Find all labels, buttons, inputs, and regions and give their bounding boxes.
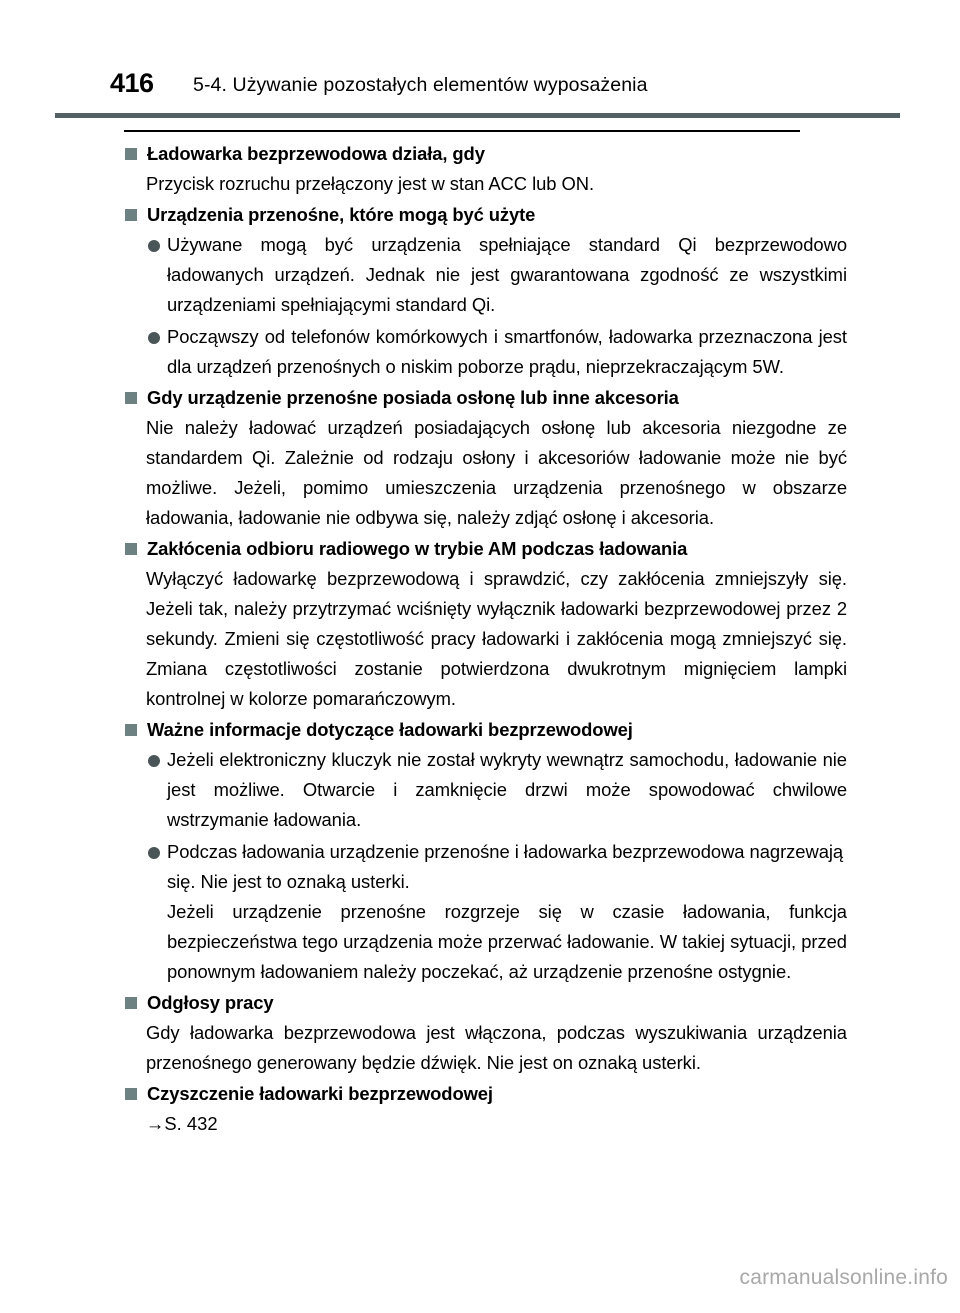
section-heading-label: Ważne informacje dotyczące ładowarki bezprzewodowej — [147, 719, 633, 740]
list-item — [0, 837, 960, 987]
page-content — [0, 138, 960, 1139]
section-heading-label: Czyszczenie ładowarki bezprzewodowej — [147, 1083, 493, 1104]
section-title: 5-4. Używanie pozostałych elementów wyposażenia — [193, 74, 648, 96]
round-bullet-icon — [148, 332, 160, 344]
section-cleaning — [0, 1078, 960, 1139]
section-paragraph: Przycisk rozruchu przełączony jest w stan ACC lub ON. — [146, 173, 595, 194]
square-bullet-icon — [125, 148, 137, 160]
round-bullet-icon — [148, 240, 160, 252]
list-item-label: Używane mogą być urządzenia spełniające standard Qi bezprzewodowo ładowanych urządzeń. Jednak nie jest gwarantowana zgodność ze wszystkimi urządzeniami spełniającymi standard Qi. — [167, 234, 847, 315]
section-paragraph: Gdy ładowarka bezprzewodowa jest włączona, podczas wyszukiwania urządzenia przenośnego generowany będzie dźwięk. Nie jest on oznaką usterki. — [146, 1022, 847, 1073]
page-number: 416 — [110, 68, 154, 98]
arrow-right-icon: → — [146, 1113, 165, 1134]
header-rule-thin — [124, 130, 800, 132]
page-reference-label: S. 432 — [164, 1113, 218, 1134]
section-paragraph: Wyłączyć ładowarkę bezprzewodową i sprawdzić, czy zakłócenia zmniejszyły się. Jeżeli tak, należy przytrzymać wciśnięty wyłącznik ładowarki bezprzewodowej przez 2 sekundy. Zmieni się częstotliwość pracy ładowarki i zakłócenia mogą zmniejszyć się. Zmiana częstotliwości zostanie potwierdzona dwukrotnym mignięciem lampki kontrolnej w kolorze pomarańczowym. — [146, 568, 847, 709]
square-bullet-icon — [125, 1088, 137, 1100]
section-heading — [0, 1078, 960, 1109]
square-bullet-icon — [125, 209, 137, 221]
list-item — [0, 745, 960, 835]
list-item-label-continued: Jeżeli urządzenie przenośne rozgrzeje się w czasie ładowania, funkcja bezpieczeństwa tego urządzenia może przerwać ładowanie. W takiej sytuacji, przed ponownym ładowaniem należy poczekać, aż urządzenie przenośne ostygnie. — [167, 901, 847, 982]
square-bullet-icon — [125, 543, 137, 555]
page-header — [0, 66, 960, 102]
list-item — [0, 230, 960, 320]
section-heading — [0, 714, 960, 745]
section-heading-label: Gdy urządzenie przenośne posiada osłonę lub inne akcesoria — [147, 387, 679, 408]
section-charger-operates — [0, 138, 960, 199]
section-heading — [0, 987, 960, 1018]
square-bullet-icon — [125, 724, 137, 736]
page-reference — [0, 1109, 960, 1139]
list-item-label: Podczas ładowania urządzenie przenośne i ładowarka bezprzewodowa nagrzewają się. Nie jest to oznaką usterki. — [167, 841, 844, 892]
list-item-label: Począwszy od telefonów komórkowych i smartfonów, ładowarka przeznaczona jest dla urządzeń przenośnych o niskim poborze prądu, nieprzekraczającym 5W. — [167, 326, 847, 377]
footer-watermark: carmanualsonline.info — [739, 1266, 948, 1289]
square-bullet-icon — [125, 392, 137, 404]
section-heading-label: Odgłosy pracy — [147, 992, 274, 1013]
square-bullet-icon — [125, 997, 137, 1009]
section-heading-label: Urządzenia przenośne, które mogą być użyte — [147, 204, 536, 225]
section-heading — [0, 199, 960, 230]
section-heading — [0, 382, 960, 413]
section-heading-label: Zakłócenia odbioru radiowego w trybie AM podczas ładowania — [147, 538, 688, 559]
list-item — [0, 322, 960, 382]
section-usable-devices — [0, 199, 960, 382]
section-heading-label: Ładowarka bezprzewodowa działa, gdy — [147, 143, 485, 164]
round-bullet-icon — [148, 755, 160, 767]
section-heading — [0, 533, 960, 564]
section-paragraph: Nie należy ładować urządzeń posiadających osłonę lub akcesoria niezgodne ze standardem Qi. Zależnie od rodzaju osłony i akcesoriów ładowanie może nie być możliwe. Jeżeli, pomimo umieszczenia urządzenia przenośnego w obszarze ładowania, ładowanie nie odbywa się, należy zdjąć osłonę i akcesoria. — [146, 417, 847, 528]
section-device-cover — [0, 382, 960, 533]
round-bullet-icon — [148, 847, 160, 859]
section-heading — [0, 138, 960, 169]
section-am-interference — [0, 533, 960, 714]
header-rule-thick — [55, 113, 900, 118]
section-operating-sounds — [0, 987, 960, 1078]
section-important-info — [0, 714, 960, 987]
list-item-label: Jeżeli elektroniczny kluczyk nie został wykryty wewnątrz samochodu, ładowanie nie jest możliwe. Otwarcie i zamknięcie drzwi może spowodować chwilowe wstrzymanie ładowania. — [167, 749, 847, 830]
